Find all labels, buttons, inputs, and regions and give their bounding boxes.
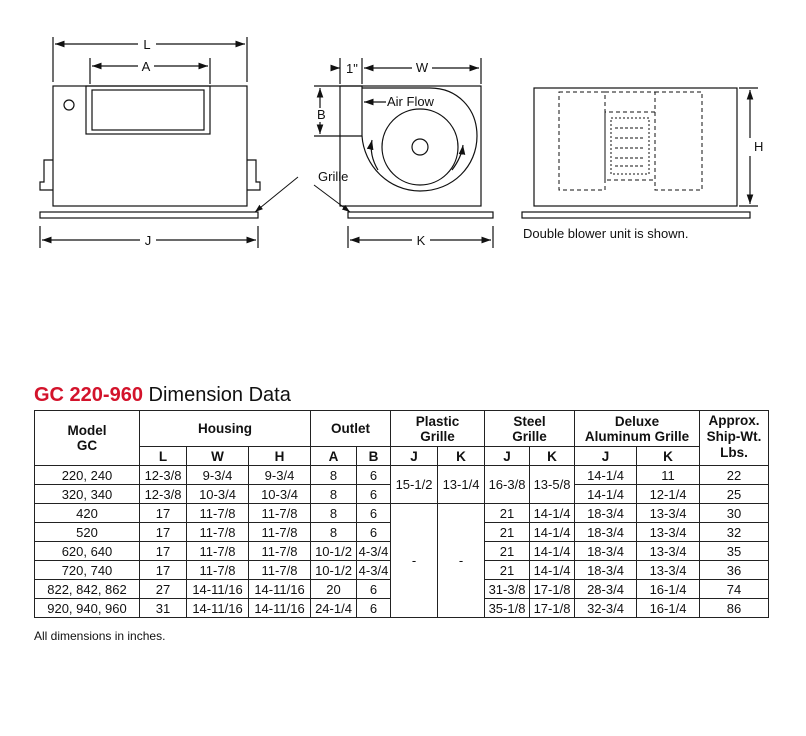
cell-A: 8 <box>311 466 357 485</box>
header-plastic-grille: Plastic Grille <box>391 411 485 447</box>
cell-weight: 25 <box>700 485 769 504</box>
header-W: W <box>187 447 249 466</box>
cell-deluxe-J: 18-3/4 <box>575 542 637 561</box>
cell-H: 14-11/16 <box>249 599 311 618</box>
cell-steel-K: 14-1/4 <box>530 504 575 523</box>
hidden-blowers <box>559 92 702 190</box>
header-deluxe-K: K <box>637 447 700 466</box>
cell-deluxe-K: 12-1/4 <box>637 485 700 504</box>
cell-plastic-J: 15-1/2 <box>391 466 438 504</box>
title-model: GC 220-960 <box>34 384 143 406</box>
header-steel-grille: Steel Grille <box>485 411 575 447</box>
dim-L-label: L <box>143 37 151 52</box>
cell-steel-K: 14-1/4 <box>530 561 575 580</box>
cell-deluxe-K: 13-3/4 <box>637 561 700 580</box>
cell-B: 6 <box>357 485 391 504</box>
cell-model: 822, 842, 862 <box>35 580 140 599</box>
cell-plastic-K-none: - <box>438 504 485 618</box>
cell-steel-J: 21 <box>485 523 530 542</box>
cell-weight: 86 <box>700 599 769 618</box>
header-outlet: Outlet <box>311 411 391 447</box>
cell-weight: 30 <box>700 504 769 523</box>
cell-steel-J: 35-1/8 <box>485 599 530 618</box>
cell-B: 6 <box>357 580 391 599</box>
cell-weight: 36 <box>700 561 769 580</box>
header-plastic-J: J <box>391 447 438 466</box>
header-H: H <box>249 447 311 466</box>
cell-model: 720, 740 <box>35 561 140 580</box>
cell-W: 11-7/8 <box>187 542 249 561</box>
cell-steel-J: 31-3/8 <box>485 580 530 599</box>
cell-steel-J: 21 <box>485 504 530 523</box>
cell-H: 14-11/16 <box>249 580 311 599</box>
header-steel-J: J <box>485 447 530 466</box>
cell-model: 920, 940, 960 <box>35 599 140 618</box>
table-title <box>34 384 291 407</box>
cell-deluxe-J: 14-1/4 <box>575 485 637 504</box>
cell-H: 10-3/4 <box>249 485 311 504</box>
cell-B: 6 <box>357 599 391 618</box>
cell-L: 17 <box>140 523 187 542</box>
dim-K-label: K <box>416 233 426 248</box>
cell-deluxe-J: 18-3/4 <box>575 561 637 580</box>
cell-steel-K: 13-5/8 <box>530 466 575 504</box>
cell-B: 6 <box>357 466 391 485</box>
header-deluxe-grille: Deluxe Aluminum Grille <box>575 411 700 447</box>
dimension-table <box>34 410 769 618</box>
cell-L: 17 <box>140 561 187 580</box>
cell-L: 27 <box>140 580 187 599</box>
table-row <box>35 504 769 523</box>
cell-B: 6 <box>357 504 391 523</box>
dim-1in-label: 1" <box>346 61 358 76</box>
dim-A-label: A <box>141 59 151 74</box>
cell-B: 4-3/4 <box>357 561 391 580</box>
cell-A: 10-1/2 <box>311 542 357 561</box>
cell-deluxe-J: 32-3/4 <box>575 599 637 618</box>
air-flow-label: Air Flow <box>387 94 434 109</box>
cell-model: 220, 240 <box>35 466 140 485</box>
cell-B: 6 <box>357 523 391 542</box>
cell-steel-J: 21 <box>485 542 530 561</box>
cell-steel-K: 14-1/4 <box>530 523 575 542</box>
cell-plastic-J-none: - <box>391 504 438 618</box>
cell-deluxe-K: 13-3/4 <box>637 542 700 561</box>
cell-B: 4-3/4 <box>357 542 391 561</box>
cell-H: 11-7/8 <box>249 504 311 523</box>
cell-W: 11-7/8 <box>187 504 249 523</box>
header-deluxe-J: J <box>575 447 637 466</box>
cell-steel-J: 21 <box>485 561 530 580</box>
cell-L: 12-3/8 <box>140 466 187 485</box>
cell-deluxe-J: 28-3/4 <box>575 580 637 599</box>
header-model: Model GC <box>35 411 140 466</box>
header-ship-weight: Approx. Ship-Wt. Lbs. <box>700 411 769 466</box>
cell-W: 11-7/8 <box>187 523 249 542</box>
cell-steel-K: 14-1/4 <box>530 542 575 561</box>
header-A: A <box>311 447 357 466</box>
cell-weight: 32 <box>700 523 769 542</box>
cell-deluxe-J: 14-1/4 <box>575 466 637 485</box>
cell-A: 24-1/4 <box>311 599 357 618</box>
dim-H-label: H <box>754 139 764 154</box>
cell-H: 11-7/8 <box>249 561 311 580</box>
cell-plastic-K: 13-1/4 <box>438 466 485 504</box>
cell-deluxe-J: 18-3/4 <box>575 504 637 523</box>
cell-W: 14-11/16 <box>187 599 249 618</box>
cell-steel-K: 17-1/8 <box>530 599 575 618</box>
cell-weight: 35 <box>700 542 769 561</box>
cell-model: 320, 340 <box>35 485 140 504</box>
top-view <box>522 88 758 218</box>
cell-H: 9-3/4 <box>249 466 311 485</box>
cell-steel-K: 17-1/8 <box>530 580 575 599</box>
header-plastic-K: K <box>438 447 485 466</box>
cell-model: 420 <box>35 504 140 523</box>
cell-model: 620, 640 <box>35 542 140 561</box>
header-L: L <box>140 447 187 466</box>
cell-A: 20 <box>311 580 357 599</box>
cell-W: 9-3/4 <box>187 466 249 485</box>
cell-L: 17 <box>140 504 187 523</box>
table-row <box>35 466 769 485</box>
header-steel-K: K <box>530 447 575 466</box>
dim-W-label: W <box>415 60 429 75</box>
cell-W: 14-11/16 <box>187 580 249 599</box>
cell-L: 12-3/8 <box>140 485 187 504</box>
cell-W: 11-7/8 <box>187 561 249 580</box>
cell-A: 8 <box>311 504 357 523</box>
cell-deluxe-J: 18-3/4 <box>575 523 637 542</box>
cell-deluxe-K: 16-1/4 <box>637 599 700 618</box>
side-view <box>314 58 493 248</box>
cell-deluxe-K: 13-3/4 <box>637 523 700 542</box>
footnote: All dimensions in inches. <box>34 629 166 643</box>
cell-A: 8 <box>311 485 357 504</box>
cell-A: 8 <box>311 523 357 542</box>
technical-drawings <box>0 0 806 260</box>
cell-L: 31 <box>140 599 187 618</box>
cell-H: 11-7/8 <box>249 542 311 561</box>
cell-L: 17 <box>140 542 187 561</box>
cell-A: 10-1/2 <box>311 561 357 580</box>
dim-J-label: J <box>144 233 152 248</box>
cell-model: 520 <box>35 523 140 542</box>
grille-label: Grille <box>318 169 349 184</box>
cell-deluxe-K: 13-3/4 <box>637 504 700 523</box>
cell-deluxe-K: 16-1/4 <box>637 580 700 599</box>
double-blower-note: Double blower unit is shown. <box>523 226 689 241</box>
dim-B-label: B <box>317 107 326 122</box>
cell-H: 11-7/8 <box>249 523 311 542</box>
header-B: B <box>357 447 391 466</box>
cell-weight: 22 <box>700 466 769 485</box>
cell-weight: 74 <box>700 580 769 599</box>
cell-steel-J: 16-3/8 <box>485 466 530 504</box>
cell-W: 10-3/4 <box>187 485 249 504</box>
cell-deluxe-K: 11 <box>637 466 700 485</box>
header-housing: Housing <box>140 411 311 447</box>
title-rest: Dimension Data <box>142 384 291 406</box>
